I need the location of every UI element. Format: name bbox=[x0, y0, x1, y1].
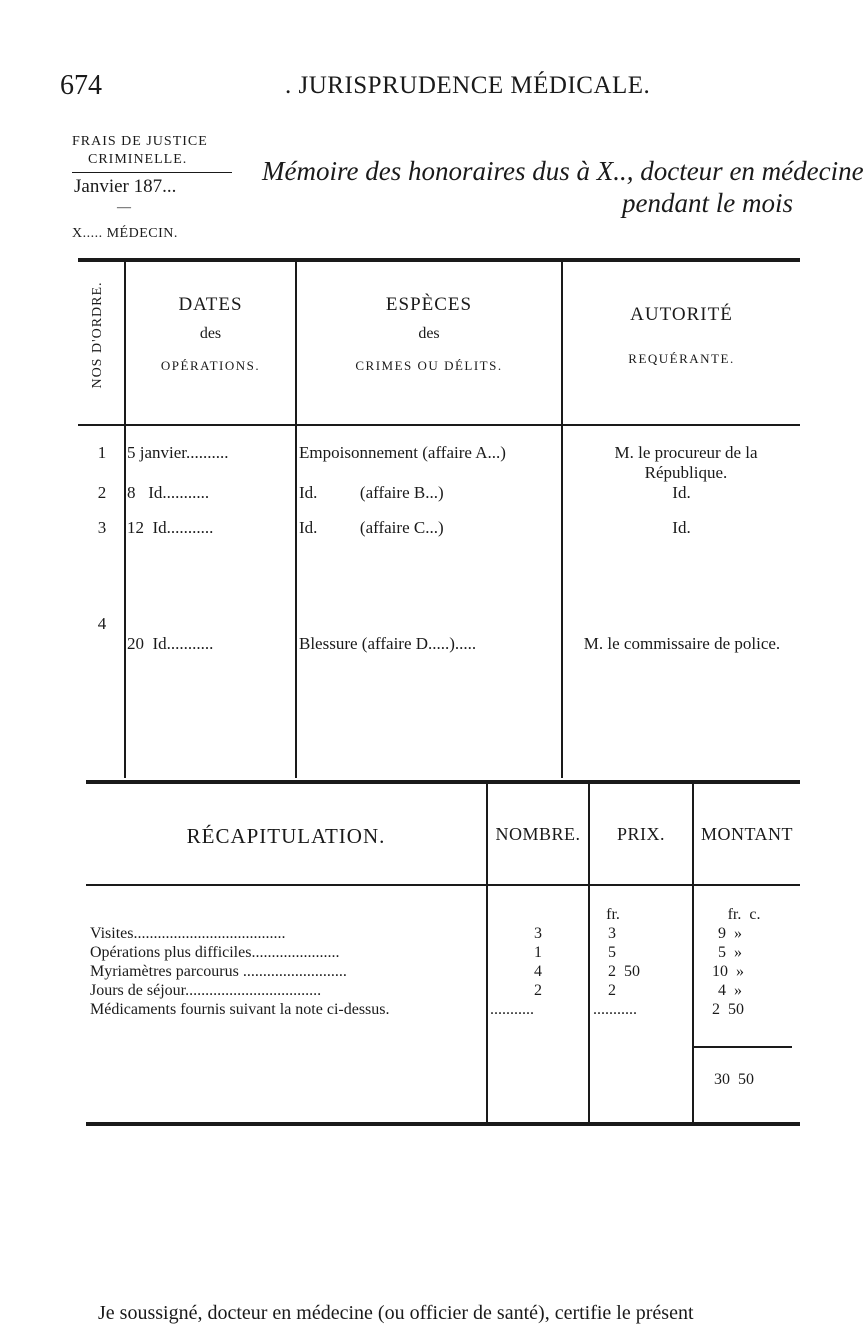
order-column-header bbox=[78, 275, 118, 395]
recap-line-prix: 3 bbox=[608, 925, 616, 942]
montant-unit: fr. c. bbox=[727, 906, 761, 923]
order-header-text: NOS D'ORDRE. bbox=[90, 281, 105, 389]
doctor-line: X..... MÉDECIN. bbox=[72, 226, 178, 241]
recap-line-label: Opérations plus difficiles...................... bbox=[90, 944, 340, 961]
recap-title: RÉCAPITULATION. bbox=[186, 824, 386, 848]
recap-line-prix: 2 50 bbox=[608, 963, 640, 980]
recap-line-montant: 2 50 bbox=[712, 1001, 744, 1018]
table-row-autorite: M. le commissaire de police. bbox=[583, 634, 781, 653]
recap-total: 30 50 bbox=[714, 1071, 754, 1088]
table-row-autorite: Id. bbox=[672, 518, 691, 537]
table-row-num: 1 bbox=[97, 443, 107, 462]
margin-label-line1: FRAIS DE JUSTICE bbox=[72, 134, 208, 149]
autorite-column-header bbox=[563, 305, 800, 365]
recap-line-nombre: 3 bbox=[534, 925, 542, 942]
recap-line-label: Myriamètres parcourus .......................... bbox=[90, 963, 347, 980]
recap-line-prix: 2 bbox=[608, 982, 616, 999]
recap-line-label: Jours de séjour.................................. bbox=[90, 982, 322, 999]
table-row-espece: Blessure (affaire D.....)..... bbox=[299, 634, 477, 653]
page-number: 674 bbox=[60, 70, 102, 101]
recap-line-nombre: 1 bbox=[534, 944, 542, 961]
especes-header-sub: CRIMES OU DÉLITS. bbox=[355, 358, 503, 373]
recap-line-label: Médicaments fournis suivant la note ci-dessus. bbox=[90, 1001, 390, 1018]
dates-header-main: DATES bbox=[178, 294, 243, 315]
recap-line-label: Visites...................................... bbox=[90, 925, 286, 942]
table-header-rule bbox=[78, 424, 800, 426]
recap-line-montant: 9 » bbox=[718, 925, 742, 942]
table-row-num: 2 bbox=[97, 483, 107, 502]
table-row-autorite: Id. bbox=[672, 483, 691, 502]
margin-label-line2: CRIMINELLE. bbox=[88, 152, 188, 167]
table-row-espece: Empoisonnement (affaire A...) bbox=[299, 443, 506, 462]
table-row-date: 8 Id........... bbox=[127, 483, 210, 502]
table-row-num: 4 bbox=[97, 614, 107, 633]
especes-header-main: ESPÈCES bbox=[385, 294, 473, 315]
recap-line-nombre: 4 bbox=[534, 963, 542, 980]
date-dash: — bbox=[117, 200, 131, 215]
montant-total-rule bbox=[692, 1046, 792, 1048]
recap-line-nombre: ........... bbox=[490, 1001, 534, 1018]
recap-line-prix: 5 bbox=[608, 944, 616, 961]
table-row-espece: Id. (affaire B...) bbox=[299, 483, 444, 502]
recap-col-nombre: NOMBRE. bbox=[495, 824, 581, 844]
dates-header-des: des bbox=[199, 325, 222, 342]
recap-line-montant: 4 » bbox=[718, 982, 742, 999]
table-row-date: 5 janvier.......... bbox=[127, 443, 229, 462]
especes-column-header bbox=[297, 295, 561, 372]
running-head: . JURISPRUDENCE MÉDICALE. bbox=[285, 72, 651, 99]
especes-header-des: des bbox=[418, 325, 440, 342]
recap-col-montant: MONTANT bbox=[700, 824, 794, 844]
table-row-date: 20 Id........... bbox=[127, 634, 214, 653]
date-line: Janvier 187... bbox=[74, 176, 177, 197]
margin-rule bbox=[72, 172, 232, 173]
autorite-header-sub: REQUÉRANTE. bbox=[628, 351, 735, 366]
recap-col-prix: PRIX. bbox=[616, 824, 665, 844]
table-row-date: 12 Id........... bbox=[127, 518, 214, 537]
recap-line-montant: 5 » bbox=[718, 944, 742, 961]
closing-text: Je soussigné, docteur en médecine (ou officier de santé), certifie le présent bbox=[98, 1302, 694, 1324]
prix-unit: fr. bbox=[606, 906, 620, 923]
dates-header-sub: OPÉRATIONS. bbox=[160, 358, 261, 373]
table-top-rule bbox=[78, 258, 800, 262]
table-row-num: 3 bbox=[97, 518, 107, 537]
table-row-autorite: M. le procureur de la République. bbox=[614, 443, 758, 482]
table-row-espece: Id. (affaire C...) bbox=[299, 518, 444, 537]
recap-bottom-rule bbox=[86, 1122, 800, 1126]
memoire-title-line2: pendant le mois bbox=[622, 188, 793, 218]
recap-line-prix: ........... bbox=[593, 1001, 637, 1018]
recap-line-montant: 10 » bbox=[712, 963, 744, 980]
recap-line-nombre: 2 bbox=[534, 982, 542, 999]
dates-column-header bbox=[126, 295, 295, 372]
memoire-title-line1: Mémoire des honoraires dus à X.., docteur en médecine bbox=[262, 156, 864, 186]
autorite-header-main: AUTORITÉ bbox=[630, 304, 733, 325]
margin-note bbox=[72, 133, 232, 169]
